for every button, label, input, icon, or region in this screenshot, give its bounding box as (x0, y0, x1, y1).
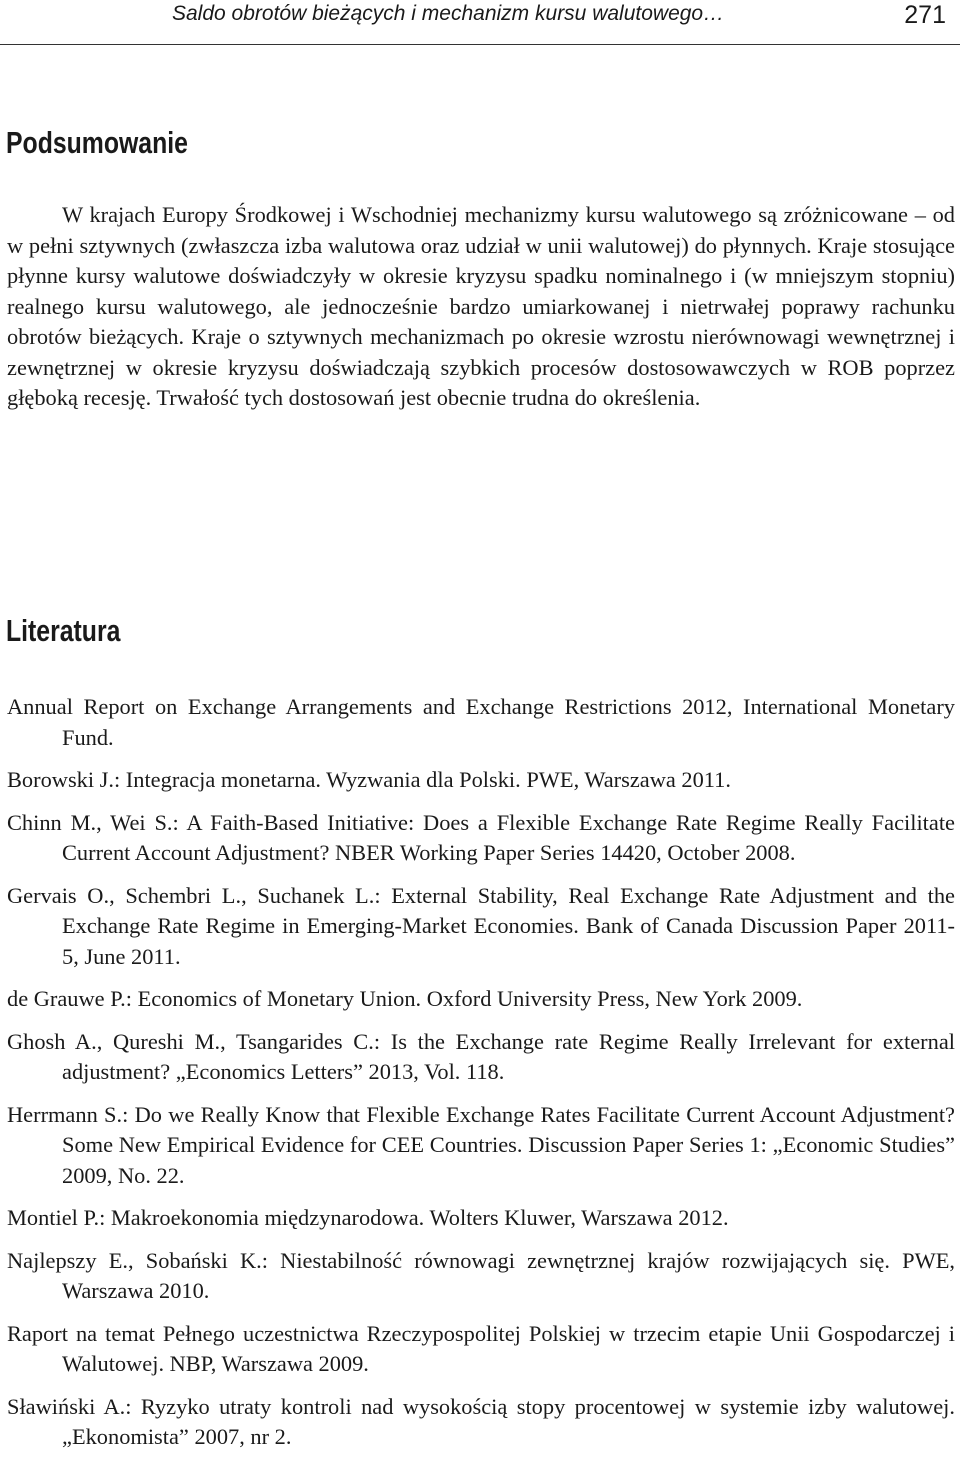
running-title: Saldo obrotów bieżących i mechanizm kursu walutowego… (172, 2, 725, 25)
reference-item: Sławiński A.: Ryzyko utraty kontroli nad wysokością stopy procentowej w systemie izby walutowej. „Ekonomista” 2007, nr 2. (7, 1393, 955, 1449)
reference-item: Raport na temat Pełnego uczestnictwa Rzeczypospolitej Polskiej w trzecim etapie Unii Gospodarczej i Walutowej. NBP, Warszawa 2009. (7, 1320, 955, 1376)
reference-item: Ghosh A., Qureshi M., Tsangarides C.: Is the Exchange rate Regime Really Irrelevant for external adjustment? „Economics Letters” 2013, Vol. 118. (7, 1028, 955, 1084)
reference-item: Annual Report on Exchange Arrangements and Exchange Restrictions 2012, International Monetary Fund. (7, 694, 955, 750)
summary-paragraph: W krajach Europy Środkowej i Wschodniej mechanizmy kursu walutowego są zróżnicowane – od w pełni sztywnych (zwłaszcza izba walutowa oraz udział w unii walutowej) do płynnych. Kraje stosujące płynne kursy walutowe doświadczyły w okresie kryzysu spadku nominalnego i (w mniejszym stopniu) realnego kursu walutowego, ale jednocześnie bardzo umiarkowanej i nietrwałej poprawy rachunku obrotów bieżących. Kraje o sztywnych mechanizmach po okresie wzrostu nierównowagi wewnętrznej i zewnętrznej w okresie kryzysu doświadczają szybkich procesów dostosowawczych w ROB poprzez głęboką recesję. Trwałość tych dostosowań jest obecnie trudna do określenia. (7, 202, 955, 410)
reference-item: Najlepszy E., Sobański K.: Niestabilność równowagi zewnętrznej krajów rozwijających się. PWE, Warszawa 2010. (7, 1247, 955, 1303)
running-header (0, 0, 960, 45)
page-number: 271 (904, 1, 946, 29)
literature-heading: Literatura (6, 613, 121, 648)
summary-heading: Podsumowanie (6, 125, 188, 160)
reference-item: Gervais O., Schembri L., Suchanek L.: External Stability, Real Exchange Rate Adjustment and the Exchange Rate Regime in Emerging-Market Economies. Bank of Canada Discussion Paper 2011-5, June 2011. (7, 882, 955, 969)
reference-item: de Grauwe P.: Economics of Monetary Union. Oxford University Press, New York 2009. (7, 986, 803, 1011)
reference-item: Montiel P.: Makroekonomia międzynarodowa. Wolters Kluwer, Warszawa 2012. (7, 1205, 729, 1230)
reference-item: Chinn M., Wei S.: A Faith-Based Initiative: Does a Flexible Exchange Rate Regime Really Facilitate Current Account Adjustment? NBER Working Paper Series 14420, October 2008. (7, 809, 955, 865)
reference-item: Borowski J.: Integracja monetarna. Wyzwania dla Polski. PWE, Warszawa 2011. (7, 767, 731, 792)
reference-item: Herrmann S.: Do we Really Know that Flexible Exchange Rates Facilitate Current Account Adjustment? Some New Empirical Evidence for CEE Countries. Discussion Paper Series 1: „Economic Studies” 2009, No. 22. (7, 1101, 955, 1188)
reference-list (7, 692, 955, 1465)
